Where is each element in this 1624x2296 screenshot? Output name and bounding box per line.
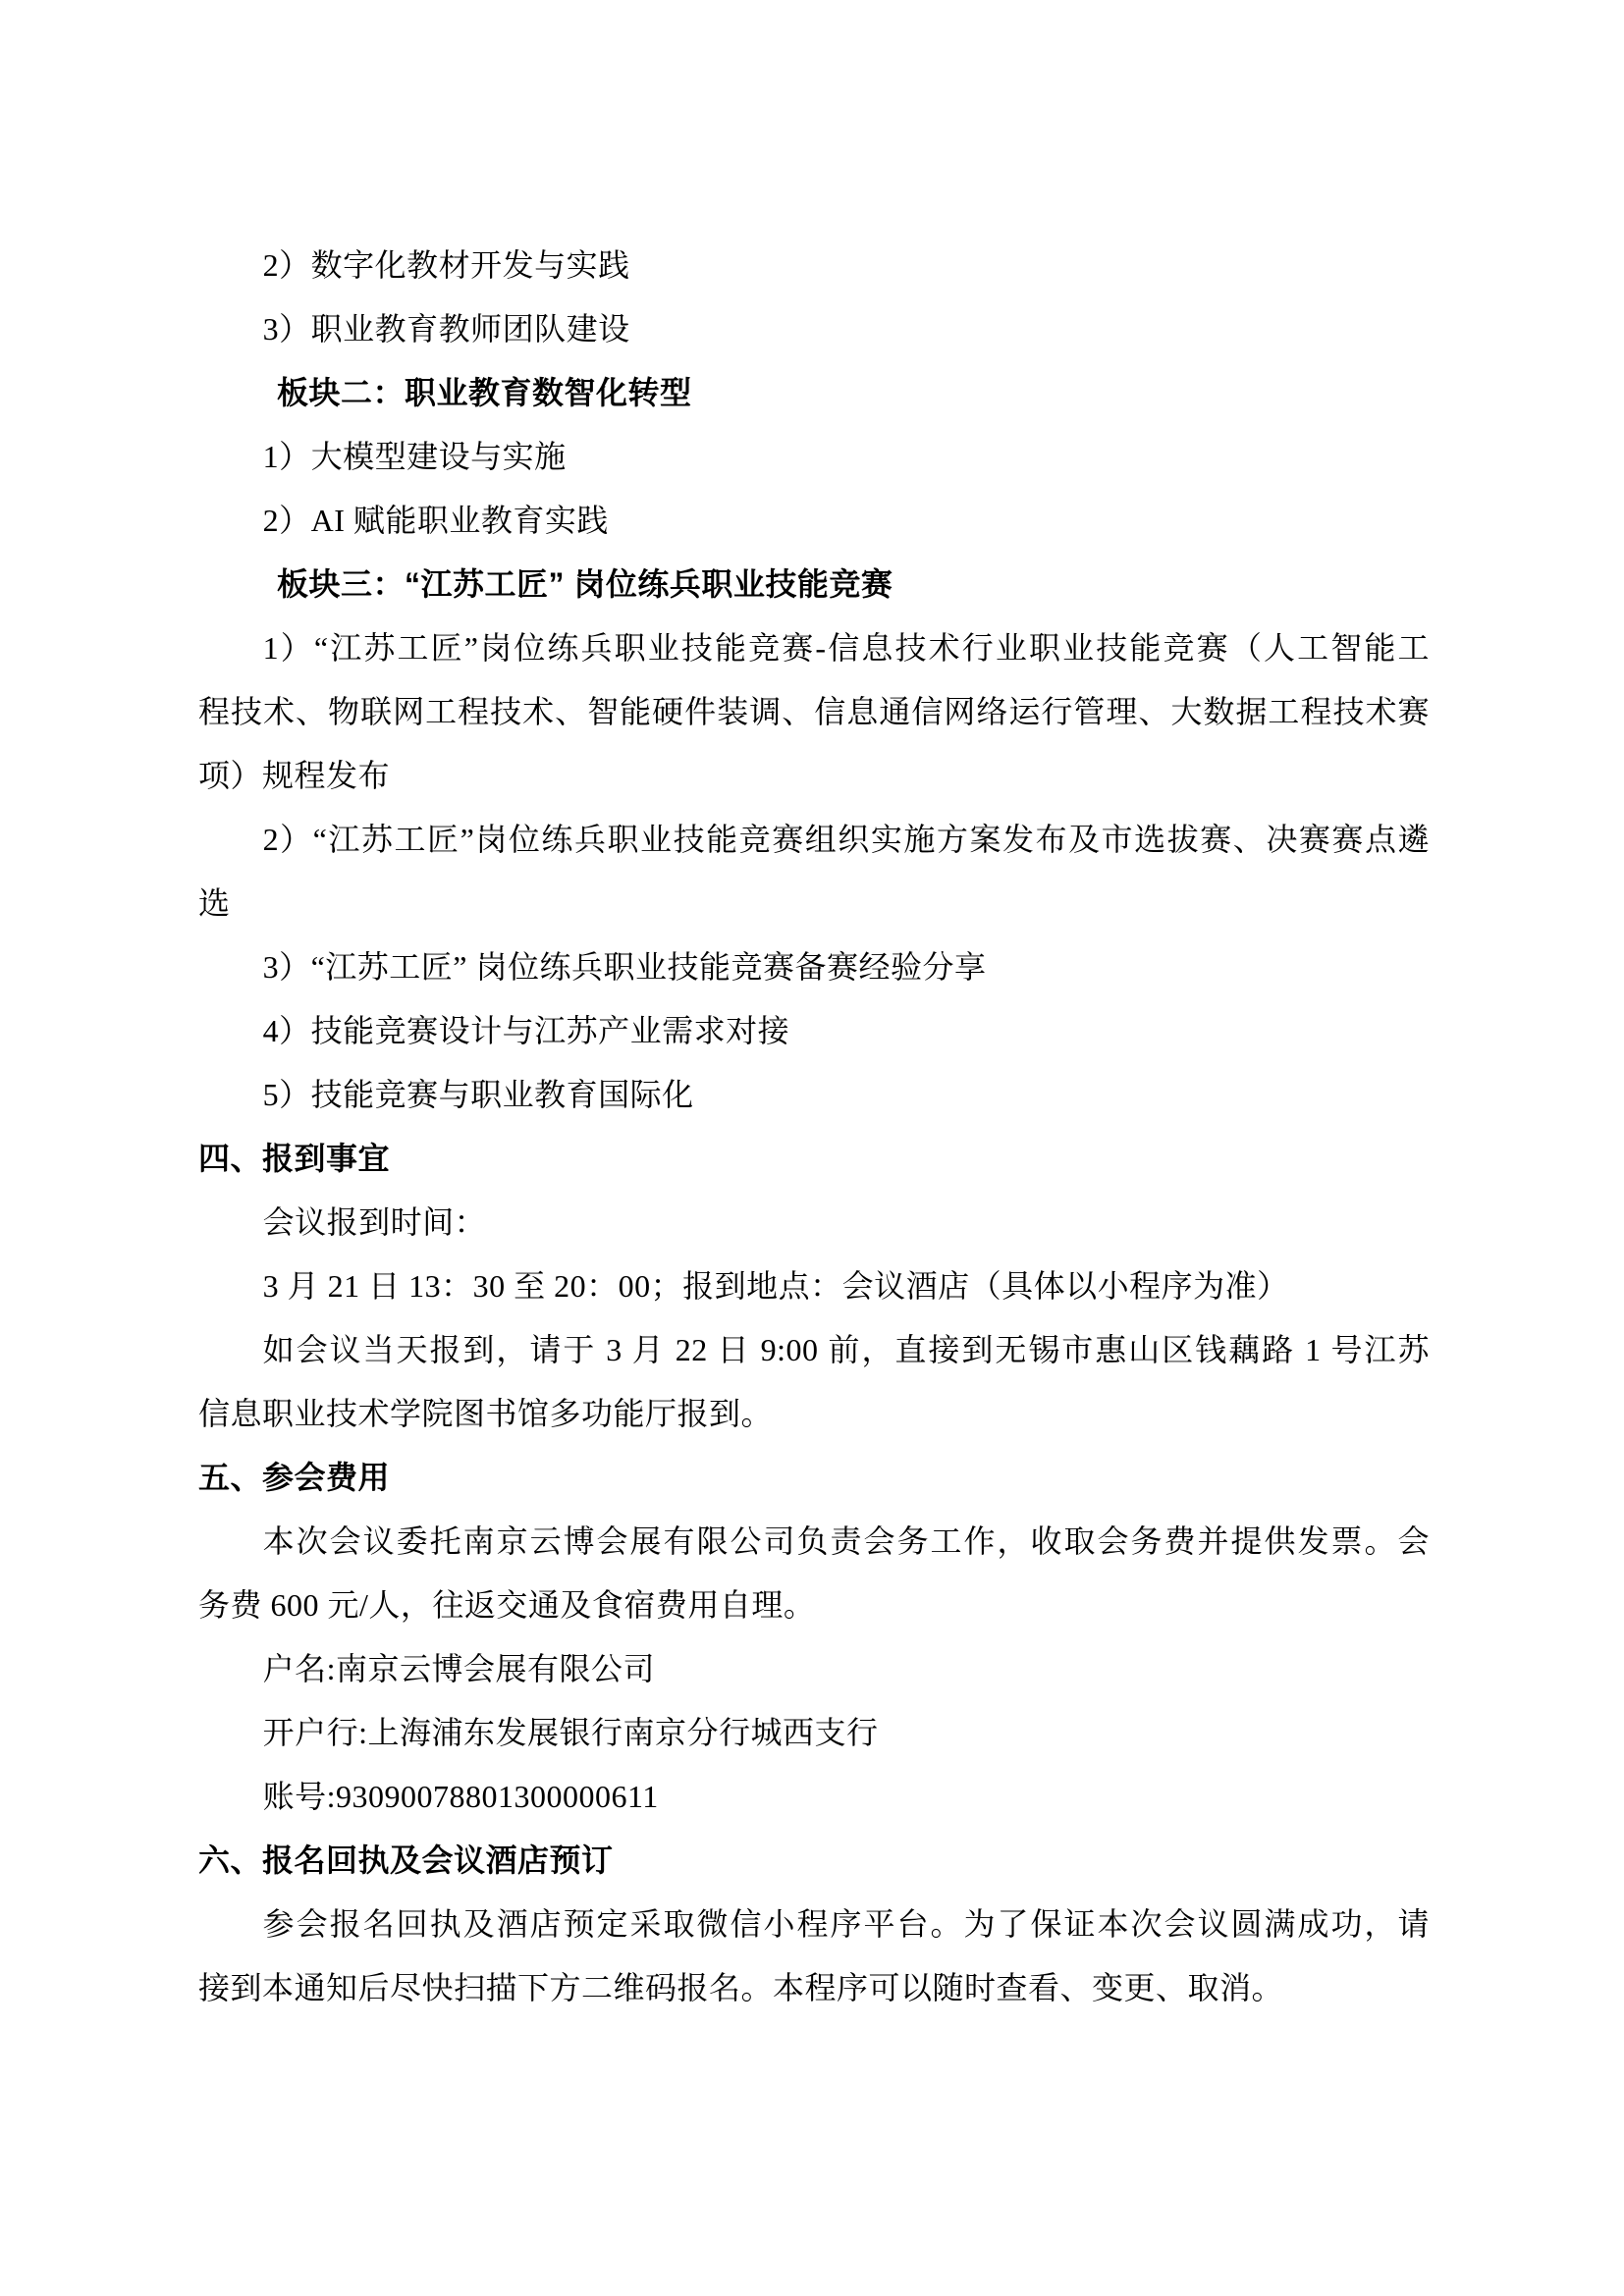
section-heading: 四、报到事宜 xyxy=(198,1141,391,1176)
list-item: 4）技能竞赛设计与江苏产业需求对接 xyxy=(262,1013,790,1048)
bank-account-number: 账号:93090078801300000611 xyxy=(262,1779,659,1814)
section-heading: 五、参会费用 xyxy=(198,1460,391,1495)
block-heading: 板块三：“江苏工匠” 岗位练兵职业技能竞赛 xyxy=(277,566,893,602)
list-item: 3）“江苏工匠” 岗位练兵职业技能竞赛备赛经验分享 xyxy=(262,949,987,985)
paragraph-line: 程技术、物联网工程技术、智能硬件装调、信息通信网络运行管理、大数据工程技术赛 xyxy=(198,694,1430,729)
list-item: 2）AI 赋能职业教育实践 xyxy=(262,503,609,538)
paragraph-line: 2）“江苏工匠”岗位练兵职业技能竞赛组织实施方案发布及市选拔赛、决赛赛点遴 xyxy=(262,822,1430,857)
bank-account-name: 户名:南京云博会展有限公司 xyxy=(262,1651,655,1686)
bank-branch: 开户行:上海浦东发展银行南京分行城西支行 xyxy=(262,1715,879,1750)
list-item: 5）技能竞赛与职业教育国际化 xyxy=(262,1077,694,1112)
paragraph-line: 参会报名回执及酒店预定采取微信小程序平台。为了保证本次会议圆满成功，请 xyxy=(262,1906,1430,1942)
paragraph-line: 务费 600 元/人，往返交通及食宿费用自理。 xyxy=(198,1587,816,1623)
paragraph-line: 1）“江苏工匠”岗位练兵职业技能竞赛-信息技术行业职业技能竞赛（人工智能工 xyxy=(262,630,1430,666)
list-item: 1）大模型建设与实施 xyxy=(262,439,567,474)
paragraph-line: 项）规程发布 xyxy=(198,758,391,793)
paragraph-line: 如会议当天报到，请于 3 月 22 日 9:00 前，直接到无锡市惠山区钱藕路 1 号江苏 xyxy=(262,1332,1430,1367)
list-item: 2）数字化教材开发与实践 xyxy=(262,247,630,283)
paragraph-line: 本次会议委托南京云博会展有限公司负责会务工作，收取会务费并提供发票。会 xyxy=(262,1523,1430,1559)
section-heading: 六、报名回执及会议酒店预订 xyxy=(198,1842,614,1878)
paragraph-line: 信息职业技术学院图书馆多功能厅报到。 xyxy=(198,1396,774,1431)
paragraph-line: 接到本通知后尽快扫描下方二维码报名。本程序可以随时查看、变更、取消。 xyxy=(198,1970,1284,2005)
document-body xyxy=(198,234,1430,2020)
paragraph-line: 会议报到时间： xyxy=(262,1204,487,1240)
paragraph-line: 3 月 21 日 13：30 至 20：00；报到地点：会议酒店（具体以小程序为准） xyxy=(262,1268,1289,1304)
paragraph-line: 选 xyxy=(198,885,231,921)
list-item: 3）职业教育教师团队建设 xyxy=(262,311,630,347)
block-heading: 板块二：职业教育数智化转型 xyxy=(277,375,692,410)
